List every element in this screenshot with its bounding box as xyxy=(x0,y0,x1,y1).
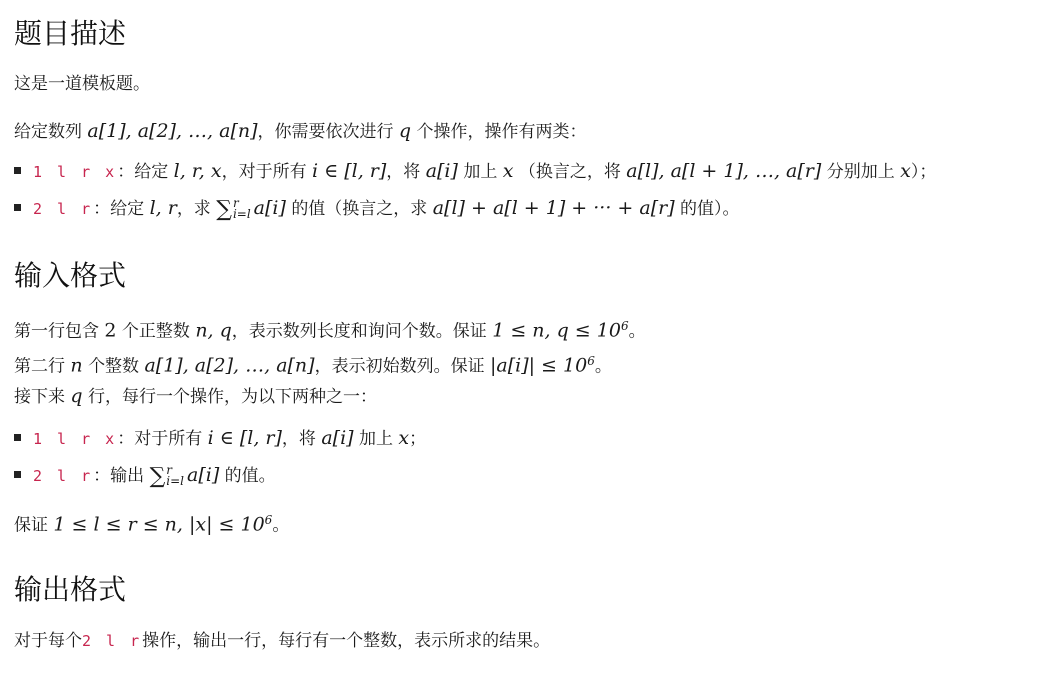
input-op1-item xyxy=(14,426,426,451)
text-fragment: ，表示数列长度和询问个数。保证 xyxy=(231,321,487,342)
desc-p1: 这是一道模板题。 xyxy=(14,74,150,94)
op-code: 2 l r xyxy=(82,632,143,650)
bullet-icon xyxy=(14,204,21,211)
sum-symbol: ∑ xyxy=(149,464,166,489)
desc-op2-item: 2 l r：给定 l, r，求 ∑r i=l a[i] 的值（换言之，求 a[l] + a[l + 1] + ··· + a[r] 的值）。 xyxy=(14,196,740,221)
text-fragment: r xyxy=(166,463,173,477)
text-fragment: a[1], a[2], …, a[n] xyxy=(144,354,315,377)
input-line-2 xyxy=(14,349,612,379)
text-fragment: a[i] xyxy=(187,464,220,486)
desc-p2: 给定数列 a[1], a[2], …, a[n]，你需要依次进行 q 个操作，操作有两类： xyxy=(14,120,587,142)
text-fragment: 2 xyxy=(104,319,117,342)
input-op2-item xyxy=(14,463,276,488)
text-fragment: i ∈ [l, r] xyxy=(207,427,282,449)
op-code: 1 l r x xyxy=(33,430,118,448)
bullet-icon xyxy=(14,471,21,478)
text-fragment: n xyxy=(70,354,83,377)
input-line-3 xyxy=(14,384,377,409)
text-fragment: 1 ≤ l ≤ r ≤ n, |x| ≤ 10 xyxy=(53,513,265,536)
text-fragment: n, q xyxy=(195,319,232,342)
output-title: 输出格式 xyxy=(14,573,127,606)
text-fragment: 6 xyxy=(587,354,595,368)
text-fragment: 。 xyxy=(628,321,646,342)
text-fragment: ，表示初始数列。保证 xyxy=(314,356,485,377)
op-code: 1 l r x xyxy=(33,163,118,181)
text-fragment: 第一行包含 xyxy=(14,321,99,342)
text-fragment: 6 xyxy=(264,513,273,527)
desc-op1-item: 1 l r x：给定 l, r, x，对于所有 i ∈ [l, r]，将 a[i] 加上 x （换言之，将 a[l], a[l + 1], …, a[r] 分别加上 x）； xyxy=(14,159,936,184)
sum-symbol: ∑ xyxy=(216,197,232,222)
op-code: 2 l r xyxy=(33,467,94,485)
text-fragment: 行，每行一个操作，为以下两种之一： xyxy=(87,387,377,407)
text-fragment: 加上 xyxy=(358,429,393,449)
text-fragment: q xyxy=(70,385,83,407)
desc-title: 题目描述 xyxy=(14,17,127,50)
text-fragment: ； xyxy=(409,429,427,449)
text-fragment: 6 xyxy=(620,319,629,333)
bullet-icon xyxy=(14,167,21,174)
text-fragment: 个整数 xyxy=(88,356,140,377)
text-fragment: ：输出 xyxy=(93,466,145,486)
op-code: 2 l r xyxy=(33,200,94,218)
text-fragment: ，将 xyxy=(281,429,316,449)
text-fragment: |a[i]| ≤ 10 xyxy=(489,354,588,377)
text-fragment: 接下来 xyxy=(14,387,65,407)
output-line xyxy=(14,629,550,653)
text-fragment: a[i] xyxy=(321,427,354,449)
text-fragment: 个正整数 xyxy=(121,321,190,342)
sum-limits xyxy=(166,465,184,487)
input-line-4 xyxy=(14,508,289,538)
text-fragment: 对于每个 xyxy=(14,631,82,651)
text-fragment: 。 xyxy=(272,515,290,536)
text-fragment: x xyxy=(398,427,410,449)
text-fragment: 1 ≤ n, q ≤ 10 xyxy=(492,319,621,342)
text-fragment: r xyxy=(232,196,239,210)
text-fragment: 保证 xyxy=(14,515,48,536)
bullet-icon xyxy=(14,434,21,441)
text-fragment: ：对于所有 xyxy=(117,429,203,449)
text-fragment: 操作，输出一行，每行有一个整数，表示所求的结果。 xyxy=(142,631,551,651)
text-fragment: 第二行 xyxy=(14,356,65,377)
sum-limits xyxy=(233,198,251,220)
input-line-1 xyxy=(14,314,646,344)
text-fragment: i=l xyxy=(166,474,185,488)
text-fragment: 的值。 xyxy=(224,466,276,486)
input-title: 输入格式 xyxy=(14,259,127,292)
text-fragment: 。 xyxy=(594,356,612,377)
text-fragment: i=l xyxy=(232,207,251,221)
